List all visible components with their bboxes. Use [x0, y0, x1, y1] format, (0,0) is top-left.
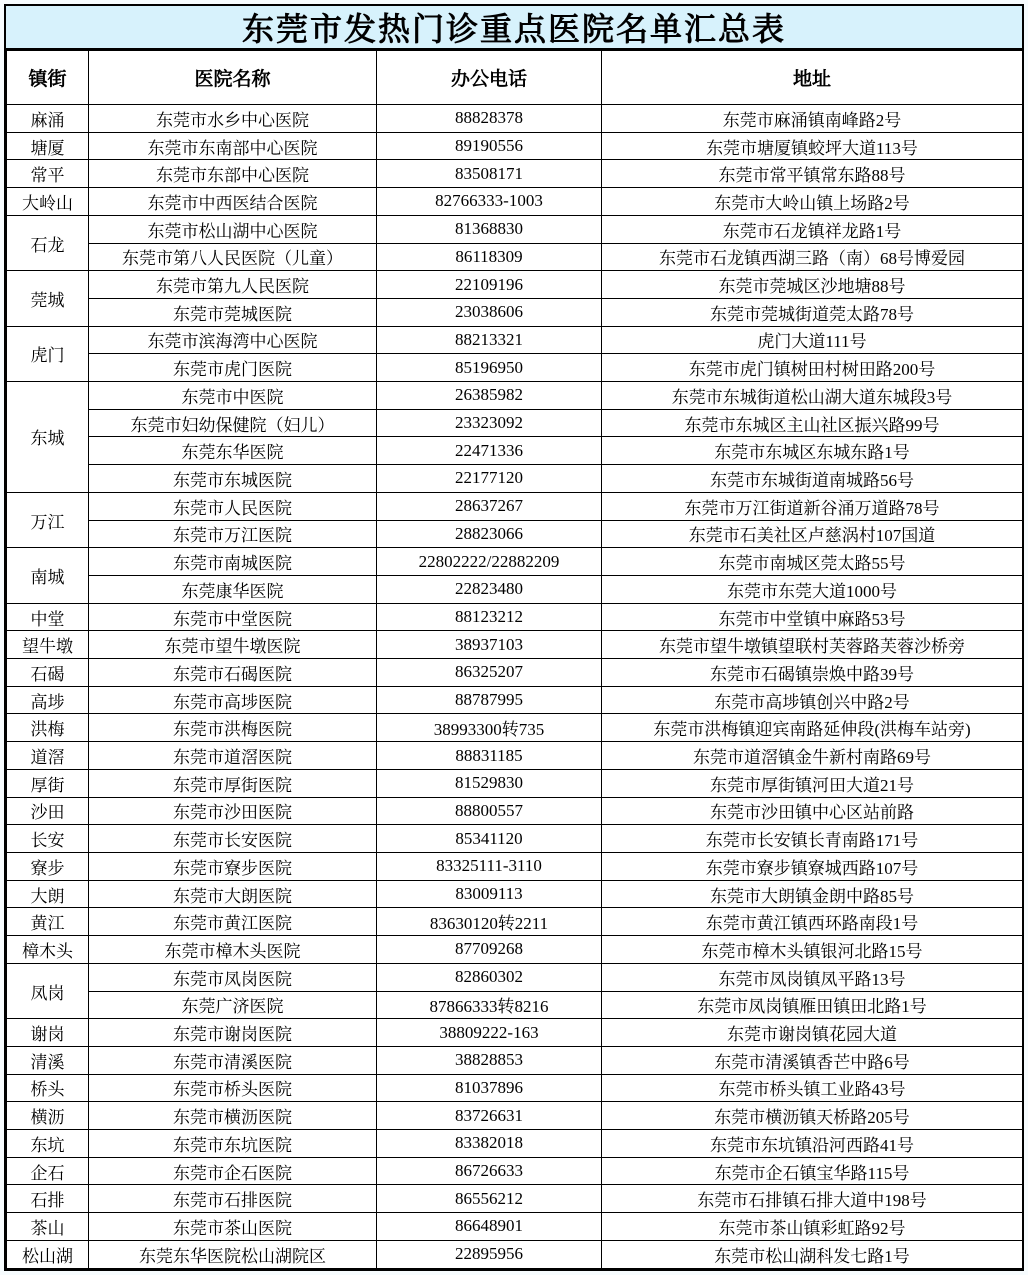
address-cell: 东莞市凤岗镇雁田镇田北路1号 [602, 991, 1023, 1019]
town-cell: 黄江 [7, 908, 89, 936]
hospital-name-cell: 东莞市东城医院 [89, 465, 377, 493]
town-cell: 南城 [7, 548, 89, 603]
address-cell: 东莞市中堂镇中麻路53号 [602, 603, 1023, 631]
office-phone-cell: 81529830 [377, 769, 602, 797]
hospital-name-cell: 东莞市高埗医院 [89, 686, 377, 714]
table-row [7, 1240, 1023, 1268]
address-cell: 东莞市桥头镇工业路43号 [602, 1074, 1023, 1102]
address-cell: 东莞市沙田镇中心区站前路 [602, 797, 1023, 825]
hospital-name-cell: 东莞市妇幼保健院（妇儿） [89, 409, 377, 437]
office-phone-cell: 83009113 [377, 880, 602, 908]
table-row [7, 659, 1023, 687]
town-cell: 樟木头 [7, 936, 89, 964]
table-row [7, 825, 1023, 853]
hospital-name-cell: 东莞康华医院 [89, 575, 377, 603]
table-row [7, 1046, 1023, 1074]
table-row [7, 271, 1023, 299]
office-phone-cell: 23038606 [377, 298, 602, 326]
table-row [7, 188, 1023, 216]
hospital-name-cell: 东莞市道滘医院 [89, 742, 377, 770]
office-phone-cell: 38993300转735 [377, 714, 602, 742]
table-row [7, 936, 1023, 964]
hospital-name-cell: 东莞市虎门医院 [89, 354, 377, 382]
table-row [7, 465, 1023, 493]
address-cell: 东莞市松山湖科发七路1号 [602, 1240, 1023, 1268]
hospital-name-cell: 东莞市东南部中心医院 [89, 132, 377, 160]
table-row [7, 1130, 1023, 1158]
address-cell: 东莞市常平镇常东路88号 [602, 160, 1023, 188]
town-cell: 大朗 [7, 880, 89, 908]
address-cell: 东莞市寮步镇寮城西路107号 [602, 852, 1023, 880]
hospital-name-cell: 东莞市横沥医院 [89, 1102, 377, 1130]
town-cell: 塘厦 [7, 132, 89, 160]
office-phone-cell: 26385982 [377, 382, 602, 410]
town-cell: 望牛墩 [7, 631, 89, 659]
header-town: 镇街 [7, 51, 89, 105]
town-cell: 沙田 [7, 797, 89, 825]
town-cell: 企石 [7, 1157, 89, 1185]
summary-sheet [4, 4, 1024, 1271]
office-phone-cell: 22802222/22882209 [377, 548, 602, 576]
address-cell: 东莞市企石镇宝华路115号 [602, 1157, 1023, 1185]
hospital-name-cell: 东莞市中堂医院 [89, 603, 377, 631]
address-cell: 东莞市万江街道新谷涌万道路78号 [602, 492, 1023, 520]
table-row [7, 1102, 1023, 1130]
office-phone-cell: 88831185 [377, 742, 602, 770]
address-cell: 东莞市石龙镇祥龙路1号 [602, 215, 1023, 243]
address-cell: 东莞市茶山镇彩虹路92号 [602, 1213, 1023, 1241]
address-cell: 东莞市高埗镇创兴中路2号 [602, 686, 1023, 714]
town-cell: 厚街 [7, 769, 89, 797]
address-cell: 东莞市道滘镇金牛新村南路69号 [602, 742, 1023, 770]
table-row [7, 215, 1023, 243]
town-cell: 凤岗 [7, 963, 89, 1018]
hospital-name-cell: 东莞市桥头医院 [89, 1074, 377, 1102]
address-cell: 东莞市樟木头镇银河北路15号 [602, 936, 1023, 964]
town-cell: 东城 [7, 382, 89, 493]
town-cell: 东坑 [7, 1130, 89, 1158]
hospital-name-cell: 东莞市茶山医院 [89, 1213, 377, 1241]
hospital-name-cell: 东莞市人民医院 [89, 492, 377, 520]
office-phone-cell: 88800557 [377, 797, 602, 825]
hospital-name-cell: 东莞市南城医院 [89, 548, 377, 576]
office-phone-cell: 86726633 [377, 1157, 602, 1185]
page-title: 东莞市发热门诊重点医院名单汇总表 [6, 6, 1022, 50]
hospital-name-cell: 东莞市望牛墩医院 [89, 631, 377, 659]
table-row [7, 797, 1023, 825]
office-phone-cell: 83325111-3110 [377, 852, 602, 880]
table-row [7, 326, 1023, 354]
hospital-name-cell: 东莞市石排医院 [89, 1185, 377, 1213]
hospital-name-cell: 东莞市莞城医院 [89, 298, 377, 326]
office-phone-cell: 83508171 [377, 160, 602, 188]
table-row [7, 1019, 1023, 1047]
town-cell: 长安 [7, 825, 89, 853]
address-cell: 东莞市横沥镇天桥路205号 [602, 1102, 1023, 1130]
address-cell: 东莞市塘厦镇蛟坪大道113号 [602, 132, 1023, 160]
hospital-name-cell: 东莞市东部中心医院 [89, 160, 377, 188]
office-phone-cell: 22109196 [377, 271, 602, 299]
address-cell: 东莞市凤岗镇凤平路13号 [602, 963, 1023, 991]
office-phone-cell: 81037896 [377, 1074, 602, 1102]
address-cell: 东莞市大朗镇金朗中路85号 [602, 880, 1023, 908]
town-cell: 石碣 [7, 659, 89, 687]
town-cell: 常平 [7, 160, 89, 188]
office-phone-cell: 22471336 [377, 437, 602, 465]
town-cell: 石龙 [7, 215, 89, 270]
town-cell: 茶山 [7, 1213, 89, 1241]
hospital-table-body [7, 105, 1023, 1269]
town-cell: 清溪 [7, 1046, 89, 1074]
table-row [7, 603, 1023, 631]
town-cell: 大岭山 [7, 188, 89, 216]
hospital-name-cell: 东莞市松山湖中心医院 [89, 215, 377, 243]
address-cell: 东莞市清溪镇香芒中路6号 [602, 1046, 1023, 1074]
hospital-name-cell: 东莞市企石医院 [89, 1157, 377, 1185]
address-cell: 东莞市东城街道松山湖大道东城段3号 [602, 382, 1023, 410]
office-phone-cell: 86118309 [377, 243, 602, 271]
table-row [7, 520, 1023, 548]
hospital-name-cell: 东莞市中医院 [89, 382, 377, 410]
address-cell: 东莞市石排镇石排大道中198号 [602, 1185, 1023, 1213]
hospital-name-cell: 东莞市洪梅医院 [89, 714, 377, 742]
town-cell: 道滘 [7, 742, 89, 770]
office-phone-cell: 87709268 [377, 936, 602, 964]
table-row [7, 105, 1023, 133]
town-cell: 万江 [7, 492, 89, 547]
office-phone-cell: 86556212 [377, 1185, 602, 1213]
table-row [7, 963, 1023, 991]
table-row [7, 1213, 1023, 1241]
hospital-name-cell: 东莞市第九人民医院 [89, 271, 377, 299]
hospital-name-cell: 东莞市厚街医院 [89, 769, 377, 797]
header-address: 地址 [602, 51, 1023, 105]
town-cell: 高埗 [7, 686, 89, 714]
hospital-name-cell: 东莞市樟木头医院 [89, 936, 377, 964]
table-row [7, 686, 1023, 714]
table-row [7, 160, 1023, 188]
town-cell: 桥头 [7, 1074, 89, 1102]
address-cell: 东莞市黄江镇西环路南段1号 [602, 908, 1023, 936]
address-cell: 东莞市东城区主山社区振兴路99号 [602, 409, 1023, 437]
hospital-name-cell: 东莞市黄江医院 [89, 908, 377, 936]
office-phone-cell: 38828853 [377, 1046, 602, 1074]
office-phone-cell: 83726631 [377, 1102, 602, 1130]
table-row [7, 1074, 1023, 1102]
hospital-name-cell: 东莞市谢岗医院 [89, 1019, 377, 1047]
town-cell: 中堂 [7, 603, 89, 631]
table-row [7, 1185, 1023, 1213]
office-phone-cell: 38809222-163 [377, 1019, 602, 1047]
office-phone-cell: 83382018 [377, 1130, 602, 1158]
address-cell: 东莞市大岭山镇上场路2号 [602, 188, 1023, 216]
address-cell: 虎门大道111号 [602, 326, 1023, 354]
table-row [7, 991, 1023, 1019]
hospital-name-cell: 东莞市寮步医院 [89, 852, 377, 880]
office-phone-cell: 23323092 [377, 409, 602, 437]
table-row [7, 769, 1023, 797]
table-row [7, 631, 1023, 659]
address-cell: 东莞市石美社区卢慈涡村107国道 [602, 520, 1023, 548]
hospital-name-cell: 东莞东华医院松山湖院区 [89, 1240, 377, 1268]
hospital-name-cell: 东莞市清溪医院 [89, 1046, 377, 1074]
hospital-name-cell: 东莞市沙田医院 [89, 797, 377, 825]
table-row [7, 382, 1023, 410]
office-phone-cell: 82766333-1003 [377, 188, 602, 216]
table-row [7, 908, 1023, 936]
hospital-name-cell: 东莞市第八人民医院（儿童） [89, 243, 377, 271]
address-cell: 东莞市南城区莞太路55号 [602, 548, 1023, 576]
address-cell: 东莞市莞城街道莞太路78号 [602, 298, 1023, 326]
table-row [7, 852, 1023, 880]
office-phone-cell: 82860302 [377, 963, 602, 991]
table-row [7, 880, 1023, 908]
office-phone-cell: 88787995 [377, 686, 602, 714]
table-header-row [7, 51, 1023, 105]
office-phone-cell: 85341120 [377, 825, 602, 853]
table-row [7, 742, 1023, 770]
town-cell: 虎门 [7, 326, 89, 381]
hospital-name-cell: 东莞市凤岗医院 [89, 963, 377, 991]
table-row [7, 437, 1023, 465]
hospital-name-cell: 东莞市水乡中心医院 [89, 105, 377, 133]
address-cell: 东莞市莞城区沙地塘88号 [602, 271, 1023, 299]
hospital-name-cell: 东莞市大朗医院 [89, 880, 377, 908]
office-phone-cell: 88213321 [377, 326, 602, 354]
office-phone-cell: 87866333转8216 [377, 991, 602, 1019]
town-cell: 麻涌 [7, 105, 89, 133]
office-phone-cell: 89190556 [377, 132, 602, 160]
table-row [7, 548, 1023, 576]
office-phone-cell: 88828378 [377, 105, 602, 133]
hospital-name-cell: 东莞市万江医院 [89, 520, 377, 548]
office-phone-cell: 86648901 [377, 1213, 602, 1241]
address-cell: 东莞市石龙镇西湖三路（南）68号博爱园 [602, 243, 1023, 271]
address-cell: 东莞市谢岗镇花园大道 [602, 1019, 1023, 1047]
table-row [7, 714, 1023, 742]
hospital-name-cell: 东莞市滨海湾中心医院 [89, 326, 377, 354]
town-cell: 谢岗 [7, 1019, 89, 1047]
address-cell: 东莞市东城区东城东路1号 [602, 437, 1023, 465]
table-row [7, 492, 1023, 520]
office-phone-cell: 22895956 [377, 1240, 602, 1268]
office-phone-cell: 38937103 [377, 631, 602, 659]
town-cell: 莞城 [7, 271, 89, 326]
hospital-name-cell: 东莞市中西医结合医院 [89, 188, 377, 216]
town-cell: 松山湖 [7, 1240, 89, 1268]
header-hospital: 医院名称 [89, 51, 377, 105]
town-cell: 横沥 [7, 1102, 89, 1130]
address-cell: 东莞市望牛墩镇望联村芙蓉路芙蓉沙桥旁 [602, 631, 1023, 659]
address-cell: 东莞市长安镇长青南路171号 [602, 825, 1023, 853]
table-row [7, 354, 1023, 382]
office-phone-cell: 83630120转2211 [377, 908, 602, 936]
office-phone-cell: 22177120 [377, 465, 602, 493]
office-phone-cell: 86325207 [377, 659, 602, 687]
address-cell: 东莞市东城街道南城路56号 [602, 465, 1023, 493]
table-row [7, 298, 1023, 326]
town-cell: 石排 [7, 1185, 89, 1213]
hospital-name-cell: 东莞市长安医院 [89, 825, 377, 853]
address-cell: 东莞市石碣镇崇焕中路39号 [602, 659, 1023, 687]
hospital-name-cell: 东莞市石碣医院 [89, 659, 377, 687]
address-cell: 东莞市虎门镇树田村树田路200号 [602, 354, 1023, 382]
office-phone-cell: 88123212 [377, 603, 602, 631]
town-cell: 洪梅 [7, 714, 89, 742]
table-row [7, 132, 1023, 160]
office-phone-cell: 22823480 [377, 575, 602, 603]
table-row [7, 243, 1023, 271]
hospital-name-cell: 东莞市东坑医院 [89, 1130, 377, 1158]
hospital-name-cell: 东莞广济医院 [89, 991, 377, 1019]
address-cell: 东莞市洪梅镇迎宾南路延伸段(洪梅车站旁) [602, 714, 1023, 742]
address-cell: 东莞市厚街镇河田大道21号 [602, 769, 1023, 797]
address-cell: 东莞市东坑镇沿河西路41号 [602, 1130, 1023, 1158]
office-phone-cell: 81368830 [377, 215, 602, 243]
header-phone: 办公电话 [377, 51, 602, 105]
town-cell: 寮步 [7, 852, 89, 880]
table-row [7, 409, 1023, 437]
address-cell: 东莞市东莞大道1000号 [602, 575, 1023, 603]
address-cell: 东莞市麻涌镇南峰路2号 [602, 105, 1023, 133]
office-phone-cell: 85196950 [377, 354, 602, 382]
hospital-name-cell: 东莞东华医院 [89, 437, 377, 465]
table-row [7, 575, 1023, 603]
office-phone-cell: 28637267 [377, 492, 602, 520]
table-row [7, 1157, 1023, 1185]
hospital-table [6, 50, 1023, 1269]
office-phone-cell: 28823066 [377, 520, 602, 548]
